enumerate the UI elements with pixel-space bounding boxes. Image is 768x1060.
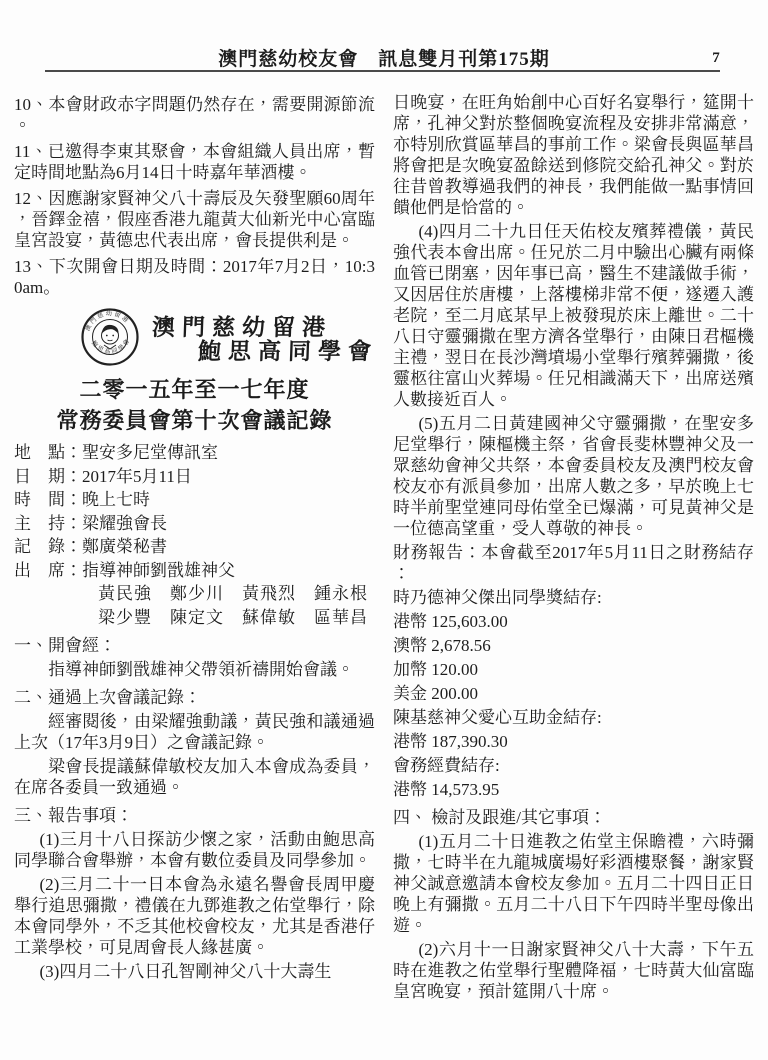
report-item-4: (4)四月二十九日任天佑校友殯葬禮儀，黃民強代表本會出席。任兄於二月中驗出心臟有兩條血管已閉塞，因年事已高，醫生不建議做手術，又因居住於唐樓，上落樓梯非常不便，遂遷入護老院，至二月底某早上被發現於床上離世。二十八日守靈彌撒在聖方濟各堂舉行，由陳日君樞機主禮，翌日在長沙灣墳場小堂舉行殯葬彌撒，後靈柩往富山火葬場。任兄相識滿天下，出席送殯人數接近百人。 (393, 222, 754, 409)
agenda-item-10: 10、本會財政赤字問題仍然存在，需要開源節流。 (14, 95, 375, 135)
agenda-item-12: 12、因應謝家賢神父八十壽辰及矢發聖願60周年，晉鐸金禧，假座香港九龍黃大仙新光中心富臨皇宮設宴，黃德忠代表出席，會長提供利是。 (14, 189, 375, 250)
agenda-item-13: 13、下次開會日期及時間：2017年7月2日，10:30am。 (14, 257, 375, 297)
association-name-line1: 澳門慈幼留港 (151, 314, 333, 340)
report-item-3: (3)四月二十八日孔智剛神父八十大壽生 (39, 961, 332, 981)
header-rule (45, 70, 720, 72)
association-seal-icon (80, 307, 140, 372)
meta-chair: 主 持：梁耀強會長 (14, 513, 167, 533)
attendee-names (14, 583, 375, 628)
finance-line: 港幣 14,573.95 (393, 780, 500, 799)
section-2-heading: 二、通過上次會議記錄： (14, 687, 201, 707)
finance-line: 港幣 187,390.30 (393, 732, 508, 751)
finance-line: 美金 200.00 (393, 684, 478, 703)
report-item-1: (1)三月十八日探訪少懷之家，活動由鮑思高同學聯合會舉辦，本會有數位委員及同學參加。 (14, 829, 375, 870)
meta-location: 地 點：聖安多尼堂傳訊室 (14, 443, 218, 462)
section-2-para: 經審閱後，由梁耀強動議，黃民強和議通過上次（17年3月9日）之會議記錄。 (14, 711, 375, 752)
report-item-2: (2)三月二十一日本會為永遠名譽會長周甲慶舉行追思彌撒，禮儀在九鄧進教之佑堂舉行，除本會同學外，不乏其他校會校友，尤其是香港仔工業學校，可見周會長人緣甚廣。 (14, 874, 375, 957)
finance-line: 澳幣 2,678.56 (393, 636, 491, 655)
finance-line: 會務經費結存: (393, 756, 500, 775)
report-item-5: (5)五月二日黃建國神父守靈彌撒，在聖安多尼堂舉行，陳樞機主祭，省會長斐林豐神父及一眾慈幼會神父共祭，本會委員校友及澳門校友會校友亦有派員參加，出席人數之多，早於晚上七時半前聖堂連同母佑堂全已爆滿，可見黃神父是一位德高望重，受人尊敬的神長。 (393, 414, 754, 538)
page-header-title: 澳門慈幼校友會 訊息雙月刊第175期 (218, 49, 550, 70)
page-number: 7 (712, 50, 720, 66)
meta-time: 時 間：晚上七時 (14, 490, 150, 509)
finance-report (393, 587, 754, 800)
right-column (393, 92, 754, 1005)
svg-text:澳門慈幼留港: 澳門慈幼留港 (85, 310, 131, 332)
finance-report-heading: 財務報告：本會截至2017年5月11日之財務結存： (393, 543, 754, 583)
finance-line: 加幣 120.00 (393, 660, 478, 679)
association-header (14, 306, 379, 372)
meeting-meta (14, 442, 375, 581)
followup-item-2: (2)六月十一日謝家賢神父八十大壽，下午五時在進教之佑堂舉行聖體降福，七時黃大仙富臨皇宮晚宴，預計筵開八十席。 (393, 940, 754, 1001)
svg-text:鮑思高同學會: 鮑思高同學會 (89, 336, 133, 355)
finance-line: 時乃德神父傑出同學獎結存: (393, 588, 602, 607)
section-1-para: 指導神師劉戩雄神父帶領祈禱開始會議。 (48, 659, 354, 679)
section-2-para: 梁會長提議蘇偉敏校友加入本會成為委員，在席各委員一致通過。 (14, 756, 375, 797)
followup-item-1: (1)五月二十日進教之佑堂主保瞻禮，六時彌撒，七時半在九龍城廣場好彩酒樓聚餐，謝家賢神父誠意邀請本會校友參加。五月二十四日正日晚上有彌撒。五月二十八日下午四時半聖母像出遊。 (393, 832, 754, 935)
finance-line: 陳基慈神父愛心互助金結存: (393, 708, 602, 727)
meta-recorder: 記 錄：鄭廣榮秘書 (14, 537, 167, 556)
section-1-heading: 一、開會經： (14, 635, 116, 655)
left-column (14, 92, 379, 1005)
attendee-row: 黃民強 鄭少川 黃飛烈 鍾永根 (98, 584, 368, 603)
meta-attendance: 出 席：指導神師劉戩雄神父 (14, 560, 235, 580)
association-name-line2: 鮑思高同學會 (197, 338, 379, 364)
section-4-heading: 四、 檢討及跟進/其它事項： (393, 808, 606, 827)
agenda-item-11: 11、已邀得李東其聚會，本會組織人員出席，暫定時間地點為6月14日十時嘉年華酒樓。 (14, 142, 375, 182)
attendee-row: 梁少豐 陳定文 蘇偉敏 區華昌 (98, 607, 368, 627)
meeting-title-line1: 二零一五年至一七年度 (79, 377, 310, 402)
continuation-para: 日晚宴，在旺角始創中心百好名宴舉行，筵開十席，孔神父對於整個晚宴流程及安排非常滿意，亦特別欣賞區華昌的事前工作。梁會長與區華昌將會把是次晚宴盈餘送到修院交給孔神父。對於往昔曾教導過我們的神長，我們能做一點事情回饋他們是恰當的。 (393, 93, 754, 217)
two-column-body (14, 92, 754, 1005)
section-3-heading: 三、報告事項： (14, 805, 133, 825)
association-name (151, 314, 379, 364)
meeting-title-line2: 常務委員會第十次會議記錄 (56, 408, 333, 433)
meta-date: 日 期：2017年5月11日 (14, 466, 192, 486)
finance-line: 港幣 125,603.00 (393, 612, 508, 631)
